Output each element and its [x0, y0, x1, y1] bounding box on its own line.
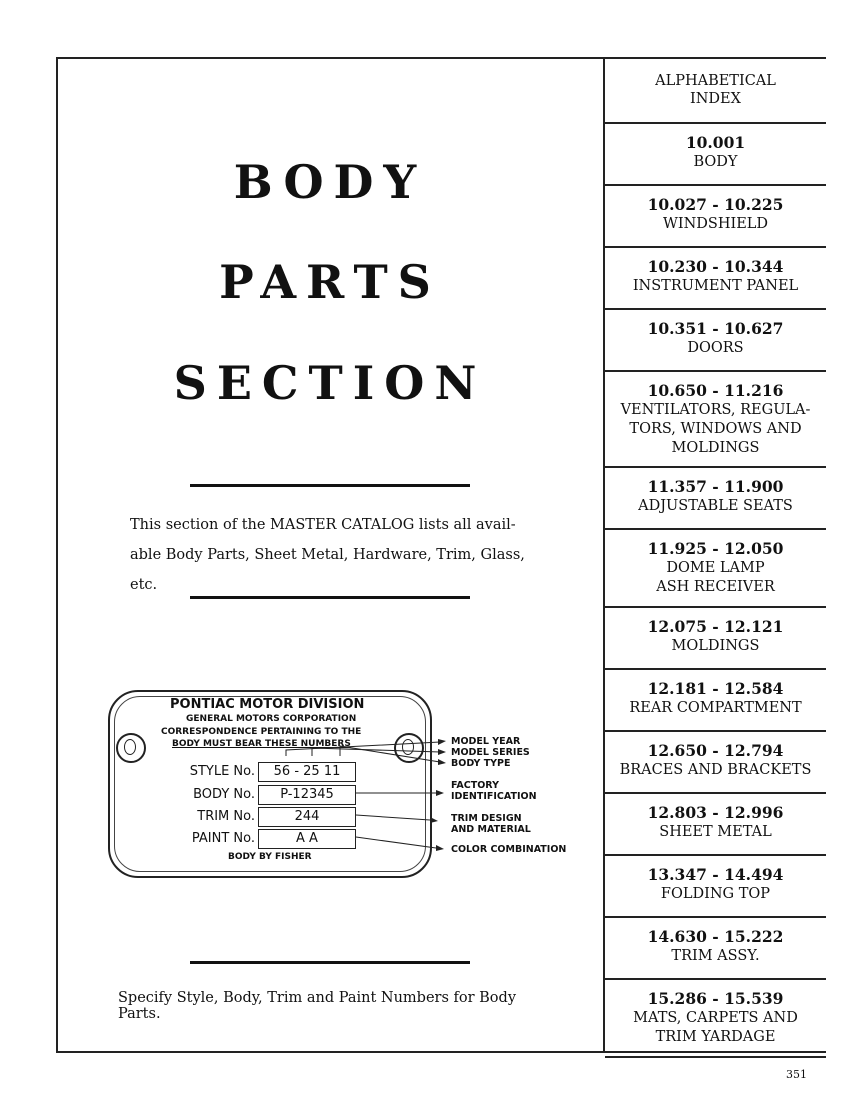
callout-model-series: MODEL SERIES [451, 747, 530, 758]
callout-model-year: MODEL YEAR [451, 736, 521, 747]
plate-body-label: BODY No. [193, 787, 255, 802]
plate-maker: BODY BY FISHER [228, 852, 312, 862]
index-header-line-1: ALPHABETICAL [655, 73, 776, 89]
index-entry-range: 13.347 - 14.494 [647, 865, 784, 884]
callout-factory [451, 780, 537, 802]
index-entry-range: 14.630 - 15.222 [647, 927, 784, 946]
index-entry-range: 10.001 [685, 133, 746, 152]
plate-style-label: STYLE No. [189, 764, 255, 779]
index-entry-label: DOME LAMP ASH RECEIVER [656, 560, 775, 595]
callout-trim-line-1: TRIM DESIGN [451, 813, 522, 824]
index-entry-label: DOORS [687, 340, 744, 356]
index-entry [605, 528, 826, 606]
callout-color-combination: COLOR COMBINATION [451, 844, 567, 855]
description-line-1: This section of the MASTER CATALOG lists all avail- [130, 517, 516, 533]
index-entry [605, 308, 826, 370]
index-entry [605, 370, 826, 466]
index-entry [605, 668, 826, 730]
footer-note: Specify Style, Body, Trim and Paint Numbers for Body Parts. [118, 990, 517, 1022]
index-entry-range: 12.075 - 12.121 [647, 617, 784, 636]
title-section: SECTION [173, 356, 487, 410]
index-entry [605, 122, 826, 184]
plate-correspondence-line: CORRESPONDENCE PERTAINING TO THE [161, 727, 362, 737]
index-entry-label: MATS, CARPETS AND TRIM YARDAGE [633, 1010, 798, 1045]
title-body: BODY [233, 155, 427, 209]
callout-trim-line-2: AND MATERIAL [451, 824, 531, 835]
index-entry [605, 184, 826, 246]
index-entry-range: 15.286 - 15.539 [647, 989, 784, 1008]
plate-body-value: P-12345 [258, 785, 356, 805]
index-entry-range: 12.803 - 12.996 [647, 803, 784, 822]
plate-style-value: 56 - 25 11 [258, 762, 356, 782]
index-entry-label: MOLDINGS [671, 638, 760, 654]
plate-trim-label: TRIM No. [197, 809, 255, 824]
index-entry-label: VENTILATORS, REGULA- TORS, WINDOWS AND MOLDINGS [620, 402, 811, 456]
plate-numbers-line: BODY MUST BEAR THESE NUMBERS [172, 739, 351, 749]
callout-model-info [451, 736, 530, 769]
divider-rule-lower [190, 961, 470, 964]
index-header-line-2: INDEX [690, 91, 741, 107]
index-entry-range: 12.181 - 12.584 [647, 679, 784, 698]
plate-paint-label: PAINT No. [191, 831, 255, 846]
description-line-2: able Body Parts, Sheet Metal, Hardware, Trim, Glass, etc. [130, 547, 525, 593]
index-bottom-rule [605, 1056, 826, 1058]
plate-trim-value: 244 [258, 807, 356, 827]
index-entry [605, 606, 826, 668]
index-entry-label: TRIM ASSY. [671, 948, 760, 964]
page-number: 351 [786, 1068, 807, 1081]
callout-factory-line-1: FACTORY [451, 780, 499, 791]
plate-division: PONTIAC MOTOR DIVISION [170, 697, 365, 712]
index-entry [605, 978, 826, 1056]
plate-corporation: GENERAL MOTORS CORPORATION [186, 714, 357, 724]
title-parts: PARTS [219, 255, 441, 309]
index-entry [605, 466, 826, 528]
index-entry-label: WINDSHIELD [662, 216, 769, 232]
index-entry-range: 10.650 - 11.216 [647, 381, 784, 400]
index-header [605, 59, 826, 122]
index-entry-label: ADJUSTABLE SEATS [638, 498, 793, 514]
index-entry-label: INSTRUMENT PANEL [632, 278, 799, 294]
index-entry-label: FOLDING TOP [660, 886, 771, 902]
index-entry [605, 854, 826, 916]
index-entry-range: 11.357 - 11.900 [647, 477, 784, 496]
callout-body-type: BODY TYPE [451, 758, 511, 769]
index-entry [605, 792, 826, 854]
index-entry [605, 246, 826, 308]
alphabetical-index [605, 59, 826, 1058]
plate-paint-value: A A [258, 829, 356, 849]
index-entry-range: 12.650 - 12.794 [647, 741, 784, 760]
index-entry-range: 11.925 - 12.050 [647, 539, 784, 558]
callout-trim [451, 813, 531, 835]
callout-factory-line-2: IDENTIFICATION [451, 791, 537, 802]
index-entry-label: SHEET METAL [659, 824, 772, 840]
index-entries [605, 122, 826, 1058]
index-entry-range: 10.230 - 10.344 [647, 257, 784, 276]
index-entry-range: 10.351 - 10.627 [647, 319, 784, 338]
index-entry-label: BODY [693, 154, 738, 170]
index-entry [605, 916, 826, 978]
index-entry-range: 10.027 - 10.225 [647, 195, 784, 214]
index-entry-label: REAR COMPARTMENT [629, 700, 802, 716]
index-entry-label: BRACES AND BRACKETS [619, 762, 812, 778]
index-entry [605, 730, 826, 792]
